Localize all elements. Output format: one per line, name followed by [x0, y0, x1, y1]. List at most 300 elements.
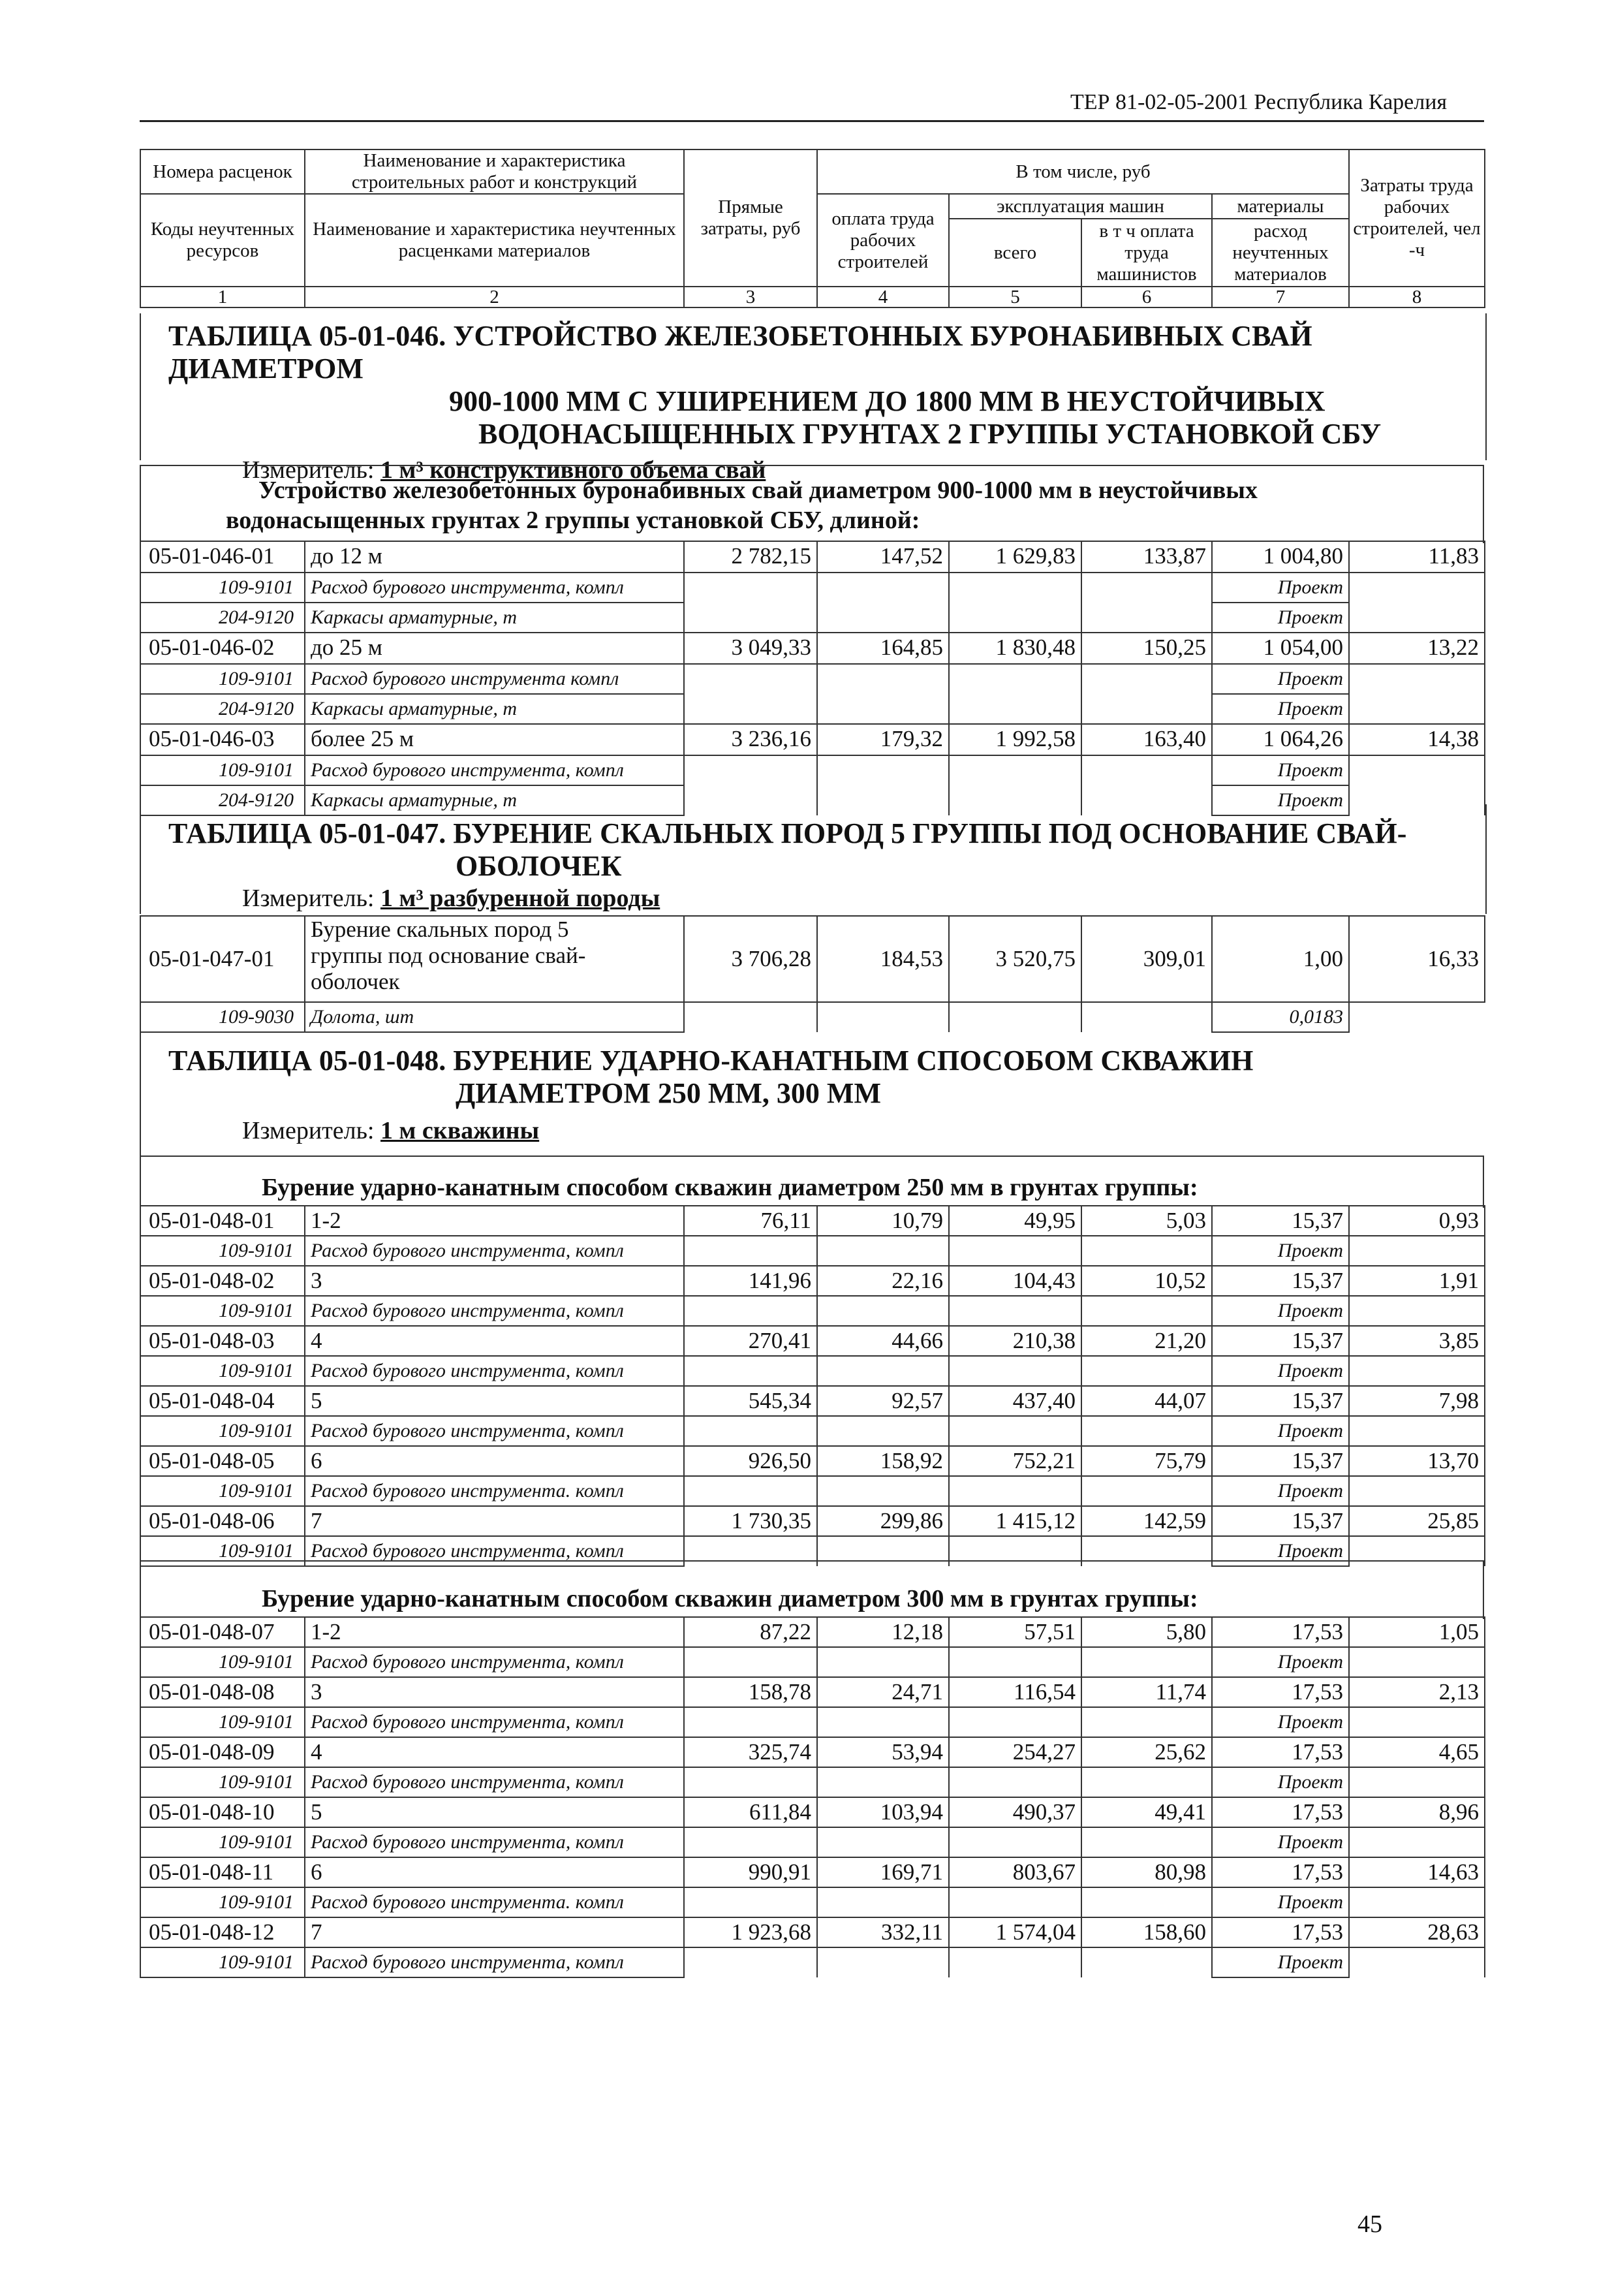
resource-consumption: Проект: [1212, 1476, 1349, 1506]
table-row: [140, 916, 1485, 1002]
empty-cell: [1081, 1707, 1212, 1737]
table-row: [140, 1917, 1485, 1947]
direct-cost: 325,74: [684, 1737, 817, 1767]
rate-code: 05-01-048-12: [140, 1917, 305, 1947]
table-048-measure: [242, 1116, 1485, 1145]
col6-header: в т ч оплата труда машинистов: [1081, 219, 1212, 287]
table-046-rows: [140, 541, 1485, 816]
resource-consumption: 0,0183: [1212, 1002, 1349, 1032]
machinist-wage: 11,74: [1081, 1677, 1212, 1707]
empty-cell: [1081, 694, 1212, 724]
materials: 15,37: [1212, 1326, 1349, 1356]
labor-hours: 25,85: [1349, 1506, 1485, 1536]
resource-consumption: Проект: [1212, 1767, 1349, 1797]
empty-cell: [817, 1002, 949, 1032]
machines-total: 210,38: [949, 1326, 1081, 1356]
table-048-rows-300: [140, 1616, 1485, 1978]
empty-cell: [1349, 1356, 1485, 1386]
resource-code: 109-9101: [140, 755, 305, 785]
direct-cost: 158,78: [684, 1677, 817, 1707]
labor-wage: 10,79: [817, 1206, 949, 1236]
empty-cell: [1081, 1827, 1212, 1857]
measure-label: Измеритель:: [242, 885, 375, 912]
title-line: 900-1000 ММ С УШИРЕНИЕМ ДО 1800 ММ В НЕУСТОЙЧИВЫХ: [449, 385, 1326, 417]
direct-cost: 1 730,35: [684, 1506, 817, 1536]
direct-cost: 3 236,16: [684, 724, 817, 755]
resource-code: 204-9120: [140, 694, 305, 724]
direct-cost: 611,84: [684, 1797, 817, 1827]
resource-row: [140, 1827, 1485, 1857]
title-line: ТАБЛИЦА 05-01-048. БУРЕНИЕ УДАРНО-КАНАТНЫМ СПОСОБОМ СКВАЖИН: [168, 1045, 1254, 1077]
col-number: 2: [305, 287, 684, 307]
labor-wage: 103,94: [817, 1797, 949, 1827]
machinist-wage: 163,40: [1081, 724, 1212, 755]
resource-row: [140, 1002, 1485, 1032]
resource-row: [140, 1416, 1485, 1446]
labor-hours: 11,83: [1349, 541, 1485, 573]
direct-cost: 1 923,68: [684, 1917, 817, 1947]
empty-cell: [684, 603, 817, 633]
labor-hours: 4,65: [1349, 1737, 1485, 1767]
table-row: [140, 1677, 1485, 1707]
empty-cell: [1081, 1236, 1212, 1266]
empty-cell: [817, 1416, 949, 1446]
rate-code: 05-01-048-06: [140, 1506, 305, 1536]
labor-wage: 12,18: [817, 1617, 949, 1647]
work-name: 3: [305, 1677, 684, 1707]
labor-wage: 24,71: [817, 1677, 949, 1707]
work-name: 4: [305, 1326, 684, 1356]
rate-code: 05-01-048-07: [140, 1617, 305, 1647]
resource-code: 109-9101: [140, 1647, 305, 1677]
empty-cell: [1081, 1296, 1212, 1326]
resource-code: 109-9101: [140, 1416, 305, 1446]
empty-cell: [684, 755, 817, 785]
table-047-section: [140, 804, 1487, 914]
empty-cell: [1349, 1476, 1485, 1506]
materials-header: материалы: [1212, 194, 1349, 219]
title-line: ТАБЛИЦА 05-01-047. БУРЕНИЕ СКАЛЬНЫХ ПОРОД 5 ГРУППЫ ПОД ОСНОВАНИЕ СВАЙ-: [168, 817, 1407, 849]
rate-code: 05-01-048-02: [140, 1266, 305, 1296]
machinist-wage: 5,03: [1081, 1206, 1212, 1236]
table-row: [140, 541, 1485, 573]
empty-cell: [684, 1476, 817, 1506]
machines-total: 49,95: [949, 1206, 1081, 1236]
rate-code: 05-01-048-10: [140, 1797, 305, 1827]
resource-name: Расход бурового инструмента, компл: [305, 1707, 684, 1737]
measure-label: Измеритель:: [242, 456, 375, 484]
empty-cell: [1081, 1476, 1212, 1506]
empty-cell: [1081, 1947, 1212, 1977]
materials: 15,37: [1212, 1506, 1349, 1536]
machinist-wage: 158,60: [1081, 1917, 1212, 1947]
resource-row: [140, 755, 1485, 785]
measure-label: Измеритель:: [242, 1117, 375, 1144]
direct-cost: 76,11: [684, 1206, 817, 1236]
resource-consumption: Проект: [1212, 785, 1349, 815]
rate-code: 05-01-048-04: [140, 1386, 305, 1416]
table-row: [140, 1446, 1485, 1476]
empty-cell: [949, 573, 1081, 603]
title-line: ТАБЛИЦА 05-01-046. УСТРОЙСТВО ЖЕЛЕЗОБЕТОННЫХ БУРОНАБИВНЫХ СВАЙ ДИАМЕТРОМ: [168, 320, 1312, 385]
table-047-rows: [140, 915, 1485, 1033]
resource-row: [140, 1947, 1485, 1977]
resource-row: [140, 1296, 1485, 1326]
empty-cell: [1349, 1767, 1485, 1797]
labor-hours: 7,98: [1349, 1386, 1485, 1416]
empty-cell: [949, 1236, 1081, 1266]
col1-bottom-header: Коды неучтенных ресурсов: [140, 194, 305, 287]
resource-code: 109-9101: [140, 1236, 305, 1266]
empty-cell: [1349, 664, 1485, 694]
machinist-wage: 75,79: [1081, 1446, 1212, 1476]
resource-name: Расход бурового инструмента, компл: [305, 1236, 684, 1266]
machines-total: 803,67: [949, 1857, 1081, 1887]
empty-cell: [1349, 1236, 1485, 1266]
work-name: более 25 м: [305, 724, 684, 755]
resource-name: Расход бурового инструмента, компл: [305, 1296, 684, 1326]
resource-consumption: Проект: [1212, 1647, 1349, 1677]
labor-wage: 169,71: [817, 1857, 949, 1887]
rate-code: 05-01-048-08: [140, 1677, 305, 1707]
resource-consumption: Проект: [1212, 694, 1349, 724]
machines-total: 116,54: [949, 1677, 1081, 1707]
document-code: ТЕР 81-02-05-2001 Республика Карелия: [1070, 90, 1448, 114]
resource-name: Расход бурового инструмента, компл: [305, 1536, 684, 1566]
empty-cell: [949, 1647, 1081, 1677]
labor-wage: 158,92: [817, 1446, 949, 1476]
labor-wage: 44,66: [817, 1326, 949, 1356]
rate-code: 05-01-048-03: [140, 1326, 305, 1356]
materials: 15,37: [1212, 1446, 1349, 1476]
direct-cost: 270,41: [684, 1326, 817, 1356]
empty-cell: [1081, 664, 1212, 694]
col-number: 3: [684, 287, 817, 307]
materials: 1 004,80: [1212, 541, 1349, 573]
direct-cost: 926,50: [684, 1446, 817, 1476]
resource-row: [140, 573, 1485, 603]
empty-cell: [684, 1707, 817, 1737]
machinist-wage: 21,20: [1081, 1326, 1212, 1356]
work-name: до 25 м: [305, 633, 684, 664]
resource-name: Расход бурового инструмента компл: [305, 664, 684, 694]
empty-cell: [817, 664, 949, 694]
measure-value: 1 м³ разбуренной породы: [380, 885, 660, 912]
col-number: 4: [817, 287, 949, 307]
labor-hours: 14,38: [1349, 724, 1485, 755]
empty-cell: [684, 1647, 817, 1677]
empty-cell: [817, 573, 949, 603]
subheading-line: Бурение ударно-канатным способом скважин диаметром 250 мм в грунтах группы:: [262, 1174, 1198, 1201]
table-048-subheading-300: [140, 1560, 1484, 1619]
labor-hours: 0,93: [1349, 1206, 1485, 1236]
measure-value: 1 м³ конструктивного объема свай: [380, 456, 766, 484]
materials: 17,53: [1212, 1737, 1349, 1767]
resource-name: Расход бурового инструмента. компл: [305, 1887, 684, 1917]
resource-name: Расход бурового инструмента, компл: [305, 1947, 684, 1977]
empty-cell: [949, 664, 1081, 694]
empty-cell: [817, 1827, 949, 1857]
machines-total: 1 574,04: [949, 1917, 1081, 1947]
empty-cell: [1081, 1647, 1212, 1677]
col2-bottom-header: Наименование и характеристика неучтенных расценками материалов: [305, 194, 684, 287]
labor-wage: 92,57: [817, 1386, 949, 1416]
empty-cell: [1081, 573, 1212, 603]
resource-code: 109-9101: [140, 1827, 305, 1857]
machines-total: 254,27: [949, 1737, 1081, 1767]
machines-total: 752,21: [949, 1446, 1081, 1476]
empty-cell: [949, 1416, 1081, 1446]
empty-cell: [817, 1767, 949, 1797]
resource-code: 109-9101: [140, 1947, 305, 1977]
labor-wage: 147,52: [817, 541, 949, 573]
table-row: [140, 1797, 1485, 1827]
machines-total: 3 520,75: [949, 916, 1081, 1002]
materials: 1 064,26: [1212, 724, 1349, 755]
rate-code: 05-01-048-11: [140, 1857, 305, 1887]
empty-cell: [684, 1947, 817, 1977]
machines-header: эксплуатация машин: [949, 194, 1212, 219]
work-name: до 12 м: [305, 541, 684, 573]
materials: 1 054,00: [1212, 633, 1349, 664]
empty-cell: [1349, 1416, 1485, 1446]
column-header-table: [140, 149, 1485, 308]
machines-total: 1 830,48: [949, 633, 1081, 664]
table-row: [140, 1206, 1485, 1236]
col4-header: оплата труда рабочих строителей: [817, 194, 949, 287]
work-name: 3: [305, 1266, 684, 1296]
empty-cell: [684, 664, 817, 694]
work-name: 1-2: [305, 1206, 684, 1236]
empty-cell: [1349, 1947, 1485, 1977]
resource-consumption: Проект: [1212, 1296, 1349, 1326]
machinist-wage: 309,01: [1081, 916, 1212, 1002]
table-row: [140, 1326, 1485, 1356]
labor-wage: 332,11: [817, 1917, 949, 1947]
col2-top-header: Наименование и характеристика строительных работ и конструкций: [305, 149, 684, 194]
table-row: [140, 1506, 1485, 1536]
resource-row: [140, 1647, 1485, 1677]
direct-cost: 545,34: [684, 1386, 817, 1416]
direct-cost: 3 706,28: [684, 916, 817, 1002]
col5-header: всего: [949, 219, 1081, 287]
machines-total: 490,37: [949, 1797, 1081, 1827]
table-048-rows-250: [140, 1205, 1485, 1567]
empty-cell: [1349, 573, 1485, 603]
empty-cell: [817, 1647, 949, 1677]
resource-consumption: Проект: [1212, 603, 1349, 633]
resource-consumption: Проект: [1212, 1236, 1349, 1266]
machinist-wage: 44,07: [1081, 1386, 1212, 1416]
title-line: ДИАМЕТРОМ 250 ММ, 300 ММ: [456, 1077, 881, 1109]
empty-cell: [1081, 1416, 1212, 1446]
labor-hours: 14,63: [1349, 1857, 1485, 1887]
labor-wage: 53,94: [817, 1737, 949, 1767]
work-name: 5: [305, 1797, 684, 1827]
empty-cell: [949, 1767, 1081, 1797]
resource-row: [140, 1767, 1485, 1797]
empty-cell: [684, 1416, 817, 1446]
resource-consumption: Проект: [1212, 1947, 1349, 1977]
empty-cell: [684, 1767, 817, 1797]
resource-consumption: Проект: [1212, 1827, 1349, 1857]
rate-code: 05-01-048-01: [140, 1206, 305, 1236]
resource-code: 109-9101: [140, 573, 305, 603]
resource-code: 109-9101: [140, 664, 305, 694]
col-number: 7: [1212, 287, 1349, 307]
machinist-wage: 80,98: [1081, 1857, 1212, 1887]
empty-cell: [1349, 1827, 1485, 1857]
direct-cost: 990,91: [684, 1857, 817, 1887]
table-048-subheading-250: [140, 1156, 1484, 1208]
empty-cell: [1081, 1356, 1212, 1386]
resource-code: 109-9101: [140, 1536, 305, 1566]
empty-cell: [949, 694, 1081, 724]
resource-row: [140, 1887, 1485, 1917]
resource-consumption: Проект: [1212, 1356, 1349, 1386]
machinist-wage: 150,25: [1081, 633, 1212, 664]
empty-cell: [817, 1947, 949, 1977]
table-046-section: [140, 313, 1487, 484]
machines-total: 104,43: [949, 1266, 1081, 1296]
resource-consumption: Проект: [1212, 1887, 1349, 1917]
table-048-section: [140, 1030, 1485, 1161]
machines-total: 57,51: [949, 1617, 1081, 1647]
empty-cell: [817, 1707, 949, 1737]
resource-consumption: Проект: [1212, 755, 1349, 785]
work-name: 7: [305, 1506, 684, 1536]
resource-code: 204-9120: [140, 785, 305, 815]
resource-code: 109-9101: [140, 1887, 305, 1917]
empty-cell: [1349, 1707, 1485, 1737]
resource-name: Каркасы арматурные, т: [305, 785, 684, 815]
empty-cell: [684, 1296, 817, 1326]
empty-cell: [1349, 1296, 1485, 1326]
resource-name: Расход бурового инструмента, компл: [305, 1416, 684, 1446]
work-name: 7: [305, 1917, 684, 1947]
col-number: 5: [949, 287, 1081, 307]
labor-hours: 16,33: [1349, 916, 1485, 1002]
empty-cell: [817, 1887, 949, 1917]
rate-code: 05-01-048-09: [140, 1737, 305, 1767]
work-name-line: оболочек: [311, 969, 400, 994]
table-048-title: [168, 1045, 1485, 1110]
resource-name: Расход бурового инструмента, компл: [305, 1827, 684, 1857]
work-name: 6: [305, 1857, 684, 1887]
direct-cost: 3 049,33: [684, 633, 817, 664]
direct-cost: 2 782,15: [684, 541, 817, 573]
resource-code: 109-9101: [140, 1356, 305, 1386]
machinist-wage: 5,80: [1081, 1617, 1212, 1647]
resource-code: 109-9101: [140, 1296, 305, 1326]
empty-cell: [949, 1002, 1081, 1032]
empty-cell: [1081, 755, 1212, 785]
col8-header: Затраты труда рабочих строителей, чел -ч: [1349, 149, 1485, 287]
labor-wage: 179,32: [817, 724, 949, 755]
rate-code: 05-01-047-01: [140, 916, 305, 1002]
col7-header: расход неучтенных материалов: [1212, 219, 1349, 287]
empty-cell: [684, 1236, 817, 1266]
machinist-wage: 142,59: [1081, 1506, 1212, 1536]
included-header: В том числе, руб: [817, 149, 1349, 194]
labor-hours: 1,05: [1349, 1617, 1485, 1647]
table-046-title: [168, 320, 1485, 450]
labor-hours: 13,22: [1349, 633, 1485, 664]
empty-cell: [949, 1296, 1081, 1326]
materials: 17,53: [1212, 1917, 1349, 1947]
resource-row: [140, 694, 1485, 724]
empty-cell: [1349, 755, 1485, 785]
rate-code: 05-01-046-03: [140, 724, 305, 755]
empty-cell: [1349, 1647, 1485, 1677]
resource-consumption: Проект: [1212, 664, 1349, 694]
work-name: 4: [305, 1737, 684, 1767]
machinist-wage: 10,52: [1081, 1266, 1212, 1296]
empty-cell: [817, 1296, 949, 1326]
labor-hours: 1,91: [1349, 1266, 1485, 1296]
empty-cell: [817, 694, 949, 724]
rate-code: 05-01-046-01: [140, 541, 305, 573]
rate-code: 05-01-046-02: [140, 633, 305, 664]
resource-row: [140, 1707, 1485, 1737]
direct-cost: 87,22: [684, 1617, 817, 1647]
resource-row: [140, 1476, 1485, 1506]
work-name: [305, 916, 684, 1002]
empty-cell: [684, 1827, 817, 1857]
empty-cell: [949, 1947, 1081, 1977]
col3-header: Прямые затраты, руб: [684, 149, 817, 287]
col1-top-header: Номера расценок: [140, 149, 305, 194]
materials: 17,53: [1212, 1857, 1349, 1887]
empty-cell: [1081, 1767, 1212, 1797]
col-number: 8: [1349, 287, 1485, 307]
empty-cell: [1349, 603, 1485, 633]
title-line: ОБОЛОЧЕК: [456, 850, 622, 882]
resource-row: [140, 1236, 1485, 1266]
empty-cell: [949, 755, 1081, 785]
empty-cell: [1349, 1887, 1485, 1917]
work-name: 5: [305, 1386, 684, 1416]
rate-code: 05-01-048-05: [140, 1446, 305, 1476]
materials: 17,53: [1212, 1797, 1349, 1827]
labor-wage: 22,16: [817, 1266, 949, 1296]
table-047-measure: [242, 884, 1485, 913]
empty-cell: [684, 1356, 817, 1386]
empty-cell: [684, 1887, 817, 1917]
empty-cell: [817, 1356, 949, 1386]
empty-cell: [684, 573, 817, 603]
header-rule: [140, 120, 1484, 122]
resource-consumption: Проект: [1212, 573, 1349, 603]
empty-cell: [1081, 1002, 1212, 1032]
empty-cell: [817, 1476, 949, 1506]
labor-wage: 184,53: [817, 916, 949, 1002]
table-row: [140, 1266, 1485, 1296]
measure-value: 1 м скважины: [380, 1117, 540, 1144]
table-046-subheading: [140, 465, 1484, 543]
resource-code: 204-9120: [140, 603, 305, 633]
labor-wage: 299,86: [817, 1506, 949, 1536]
materials: 15,37: [1212, 1206, 1349, 1236]
subheading-line: водонасыщенных грунтах 2 группы установкой СБУ, длиной:: [226, 507, 920, 534]
resource-row: [140, 664, 1485, 694]
work-name: 1-2: [305, 1617, 684, 1647]
resource-row: [140, 603, 1485, 633]
empty-cell: [684, 694, 817, 724]
resource-code: 109-9101: [140, 1707, 305, 1737]
labor-hours: 3,85: [1349, 1326, 1485, 1356]
resource-name: Расход бурового инструмента, компл: [305, 1356, 684, 1386]
